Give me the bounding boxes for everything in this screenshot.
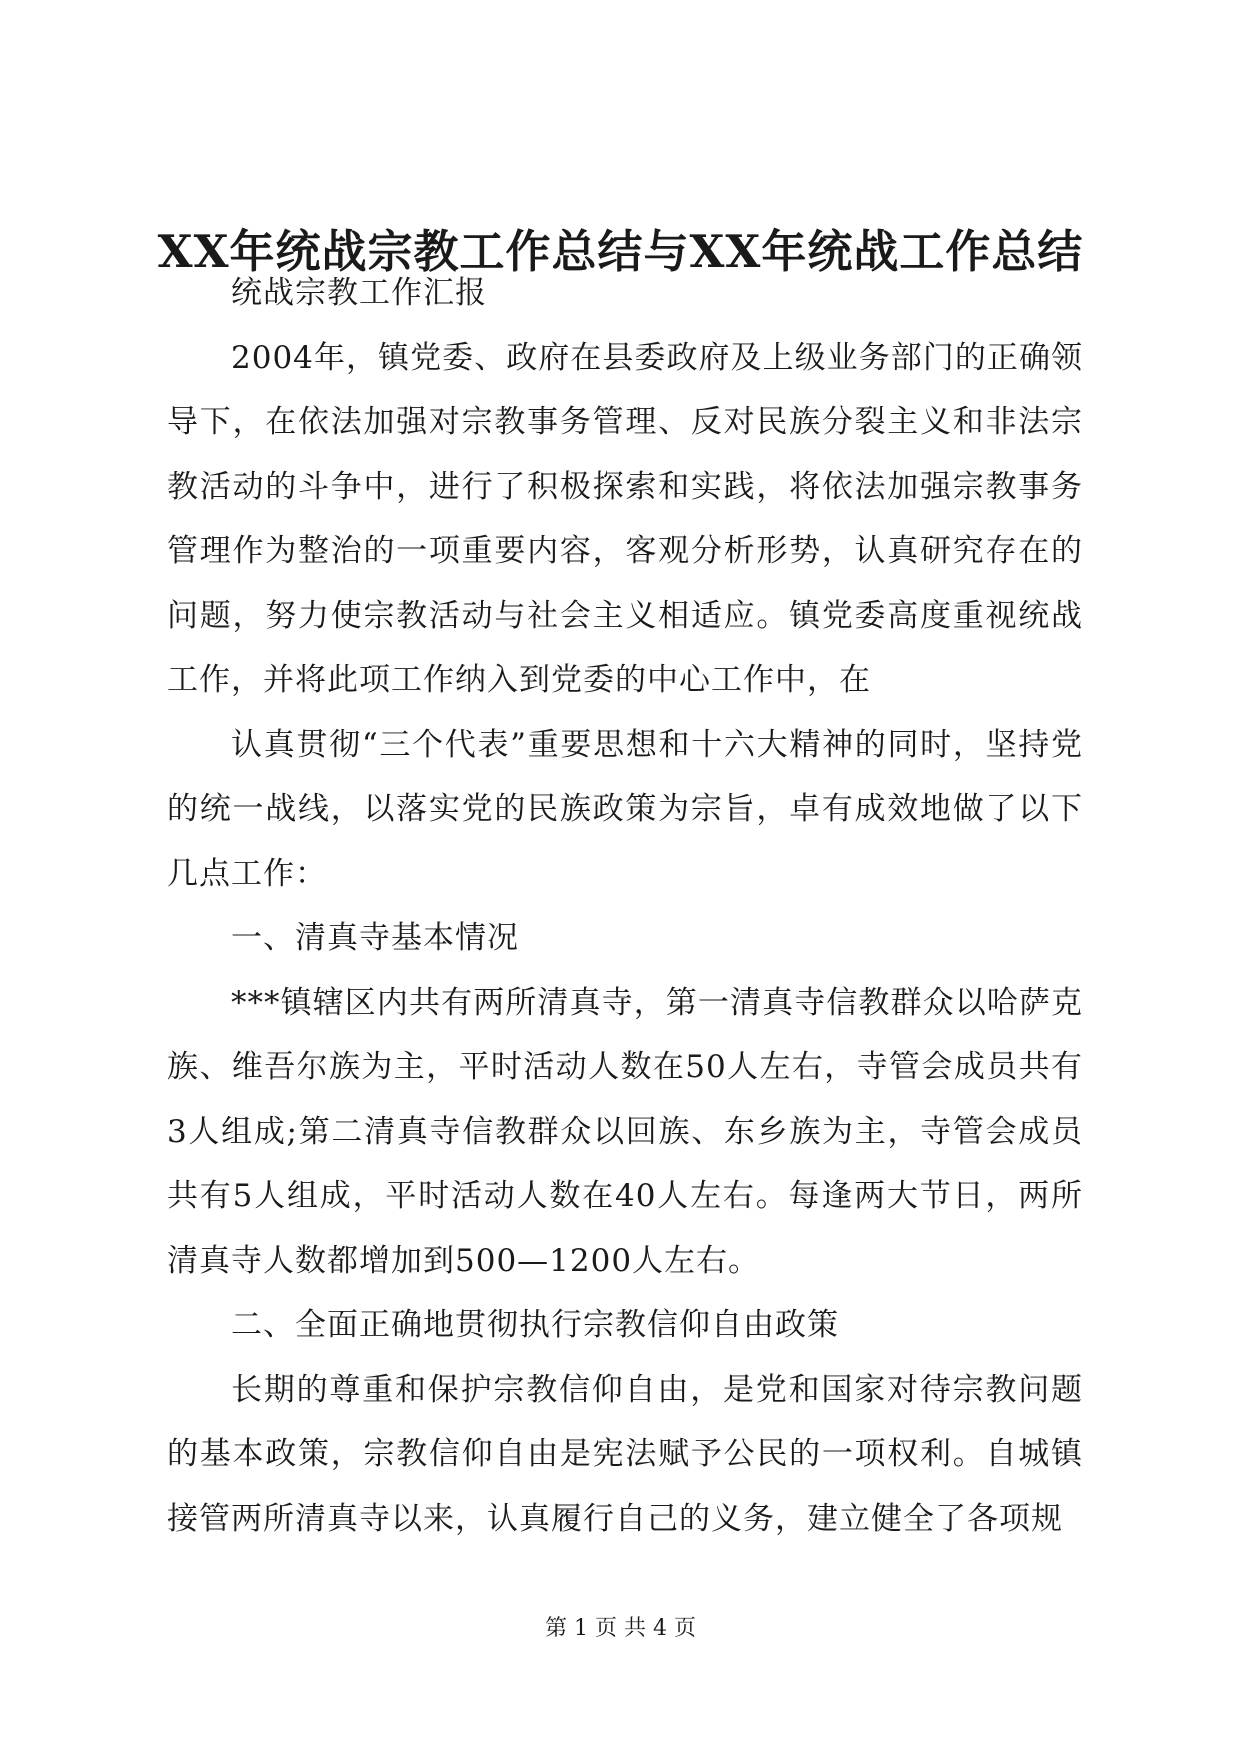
page-footer: 第 1 页 共 4 页 xyxy=(545,1616,696,1641)
paragraph-subtitle: 统战宗教工作汇报 xyxy=(231,275,487,311)
paragraph-policy: 长期的尊重和保护宗教信仰自由，是党和国家对待宗教问题的基本政策，宗教信仰自由是宪法赋予公民的一项权利。自城镇接管两所清真寺以来，认真履行自己的义务，建立健全了各项规 xyxy=(167,1371,1083,1537)
section-heading-2: 二、全面正确地贯彻执行宗教信仰自由政策 xyxy=(231,1307,839,1343)
paragraph-continuation: 认真贯彻“三个代表”重要思想和十六大精神的同时，坚持党的统一战线，以落实党的民族政策为宗旨，卓有成效地做了以下几点工作： xyxy=(167,726,1083,892)
document-title: XX年统战宗教工作总结与XX年统战工作总结 xyxy=(157,225,1084,278)
document-body xyxy=(167,261,1083,1551)
paragraph-mosque-info: ***镇辖区内共有两所清真寺，第一清真寺信教群众以哈萨克族、维吾尔族为主，平时活动人数在50人左右，寺管会成员共有3人组成;第二清真寺信教群众以回族、东乡族为主，寺管会成员共有5人组成，平时活动人数在40人左右。每逢两大节日，两所清真寺人数都增加到500—1200人左右。 xyxy=(167,984,1083,1279)
paragraph-intro: 2004年，镇党委、政府在县委政府及上级业务部门的正确领导下，在依法加强对宗教事务管理、反对民族分裂主义和非法宗教活动的斗争中，进行了积极探索和实践，将依法加强宗教事务管理作为整治的一项重要内容，客观分析形势，认真研究存在的问题，努力使宗教活动与社会主义相适应。镇党委高度重视统战工作，并将此项工作纳入到党委的中心工作中，在 xyxy=(167,339,1083,698)
section-heading-1: 一、清真寺基本情况 xyxy=(231,920,519,956)
